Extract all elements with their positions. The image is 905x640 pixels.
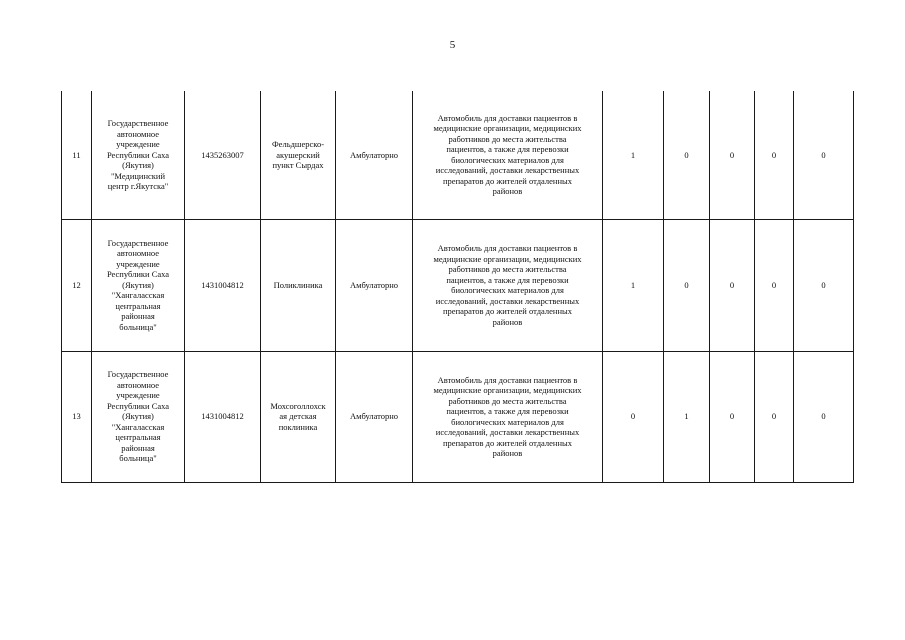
organization-cell: Государственное автономное учреждение Республики Саха (Якутия) "Медицинский центр г.Якутска" (92, 91, 185, 219)
value-cell-5: 0 (794, 219, 854, 351)
document-table (61, 91, 854, 483)
row-number-cell: 11 (62, 91, 92, 219)
row-number-cell: 12 (62, 219, 92, 351)
value-cell-4: 0 (755, 219, 794, 351)
value-cell-1: 1 (603, 91, 664, 219)
care-type-cell: Амбулаторно (336, 219, 413, 351)
organization-cell: Государственное автономное учреждение Республики Саха (Якутия) "Хангаласская центральная районная больница" (92, 351, 185, 482)
table-row (62, 91, 854, 219)
unit-cell: Мохсоголлохск ая детская поклиника (261, 351, 336, 482)
inn-cell: 1431004812 (185, 351, 261, 482)
table-row (62, 351, 854, 482)
value-cell-1: 1 (603, 219, 664, 351)
unit-cell: Поликлиника (261, 219, 336, 351)
value-cell-4: 0 (755, 351, 794, 482)
inn-cell: 1431004812 (185, 219, 261, 351)
inn-cell: 1435263007 (185, 91, 261, 219)
value-cell-5: 0 (794, 351, 854, 482)
row-number-cell: 13 (62, 351, 92, 482)
unit-cell: Фельдшерско- акушерский пункт Сырдах (261, 91, 336, 219)
value-cell-3: 0 (710, 351, 755, 482)
page-number: 5 (449, 39, 456, 51)
table-row (62, 219, 854, 351)
value-cell-3: 0 (710, 219, 755, 351)
care-type-cell: Амбулаторно (336, 91, 413, 219)
vehicle-purpose-cell: Автомобиль для доставки пациентов в медицинские организации, медицинских работников до места жительства пациентов, а также для перевозки биологических материалов для исследований, доставки лекарственных препаратов до жителей отдаленных районов (413, 91, 603, 219)
value-cell-1: 0 (603, 351, 664, 482)
organization-cell: Государственное автономное учреждение Республики Саха (Якутия) "Хангаласская центральная районная больница" (92, 219, 185, 351)
vehicle-purpose-cell: Автомобиль для доставки пациентов в медицинские организации, медицинских работников до места жительства пациентов, а также для перевозки биологических материалов для исследований, доставки лекарственных препаратов до жителей отдаленных районов (413, 219, 603, 351)
value-cell-4: 0 (755, 91, 794, 219)
value-cell-2: 0 (664, 219, 710, 351)
value-cell-2: 1 (664, 351, 710, 482)
value-cell-3: 0 (710, 91, 755, 219)
value-cell-2: 0 (664, 91, 710, 219)
vehicle-purpose-cell: Автомобиль для доставки пациентов в медицинские организации, медицинских работников до места жительства пациентов, а также для перевозки биологических материалов для исследований, доставки лекарственных препаратов до жителей отдаленных районов (413, 351, 603, 482)
value-cell-5: 0 (794, 91, 854, 219)
care-type-cell: Амбулаторно (336, 351, 413, 482)
